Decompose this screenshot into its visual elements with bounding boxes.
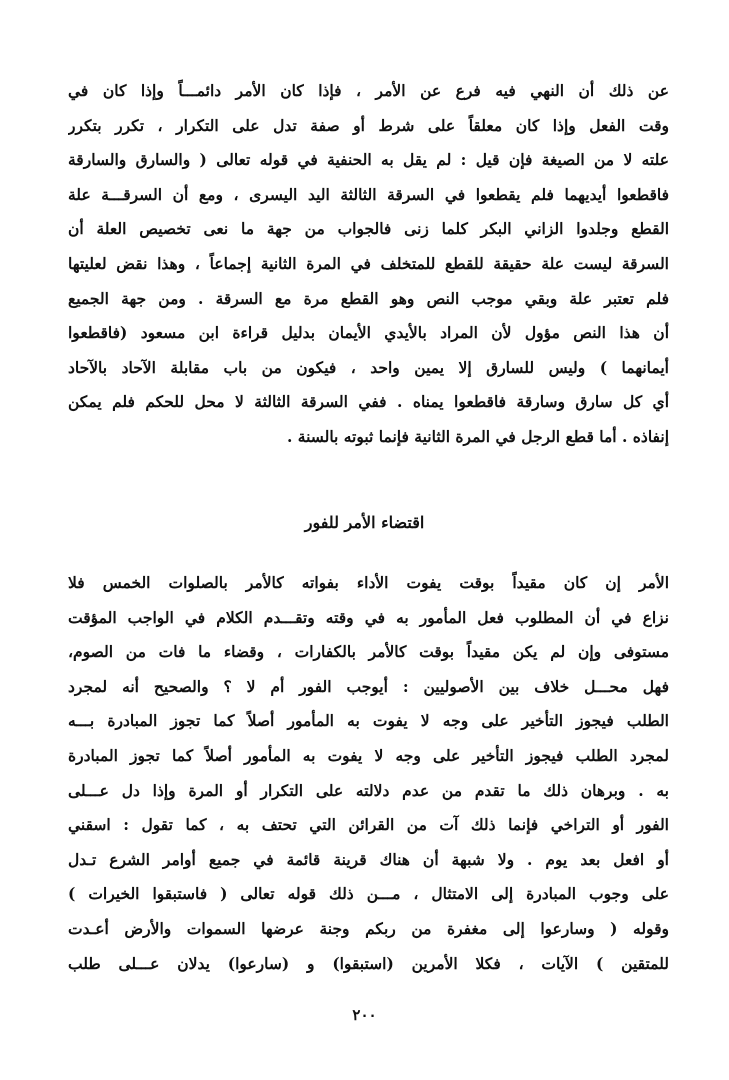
text-line: أن هذا النص مؤول لأن المراد بالأيدي الأيمان بدليل قراءة ابن مسعود (فاقطعوا <box>68 323 669 343</box>
text-line: لمجرد الطلب فيجوز التأخير على وجه لا يفوت به المأمور أصلاً كما تجوز المبادرة <box>68 745 669 765</box>
text-line: فلم تعتبر علة وبقي موجب النص وهو القطع مرة مع السرقة . ومن جهة الجميع <box>68 288 669 308</box>
text-line: علته لا من الصيغة فإن قيل : لم يقل به الحنفية في قوله تعالى ( والسارق والسارقة <box>68 150 669 170</box>
text-line: السرقة ليست علة حقيقة للقطع للمتخلف في المرة الثانية إجماعاً ، وهذا نقض لعليتها <box>68 253 669 273</box>
paragraph-1 <box>68 74 669 455</box>
section-heading: اقتضاء الأمر للفور <box>304 513 425 532</box>
text-line: الطلب فيجوز التأخير على وجه لا يفوت به المأمور أصلاً كما تجوز المبادرة بـــه <box>68 711 669 731</box>
text-line: عن ذلك أن النهي فيه فرع عن الأمر ، فإذا كان الأمر دائمـــاً وإذا كان في <box>68 81 669 100</box>
text-line: أيمانهما ) وليس للسارق إلا يمين واحد ، فيكون من باب مقابلة الآحاد بالآحاد <box>68 357 669 377</box>
text-line: القطع وجلدوا الزاني البكر كلما زنى فالجواب من جهة ما نعى تخصيص العلة أن <box>68 219 669 239</box>
text-line: الفور أو التراخي فإنما ذلك آت من القرائن التي تحتف به ، كما تقول : اسقني <box>68 815 669 835</box>
text-line: مستوفى وإن لم يكن مقيداً بوقت كالأمر بالكفارات ، وقضاء ما فات من الصوم، <box>68 642 669 662</box>
text-line: به . وبرهان ذلك ما تقدم من عدم دلالته على التكرار أو المرة وإذا دل عـــلى <box>68 780 669 800</box>
paragraph-2 <box>68 566 669 981</box>
text-line: الأمر إن كان مقيداً بوقت يفوت الأداء بفواته كالأمر بالصلوات الخمس فلا <box>68 573 669 592</box>
text-line: نزاع في أن المطلوب فعل المأمور به في وقته وتقـــدم الكلام في الواجب المؤقت <box>68 607 669 627</box>
text-line: وقوله ( وسارعوا إلى مغفرة من ربكم وجنة عرضها السموات والأرض أعـدت <box>68 918 669 938</box>
text-line: فاقطعوا أيديهما فلم يقطعوا في السرقة الثالثة اليد اليسرى ، ومع أن السرقـــة علة <box>68 184 669 204</box>
text-line: فهل محـــل خلاف بين الأصوليين : أيوجب الفور أم لا ؟ والصحيح أنه لمجرد <box>68 676 669 696</box>
text-line: على وجوب المبادرة إلى الامتثال ، مـــن ذلك قوله تعالى ( فاستبقوا الخيرات ) <box>68 884 669 904</box>
text-line: للمتقين ) الآيات ، فكلا الأمرين (استبقوا) و (سارعوا) يدلان عـــلى طلب <box>68 953 669 973</box>
page-number: ٢٠٠ <box>352 1006 377 1024</box>
text-line: إنفاذه . أما قطع الرجل في المرة الثانية فإنما ثبوته بالسنة . <box>286 426 669 446</box>
text-line: أو افعل بعد يوم . ولا شبهة أن هناك قرينة قائمة في جميع أوامر الشرع تـدل <box>68 849 669 869</box>
text-line: أي كل سارق وسارقة فاقطعوا يمناه . ففي السرقة الثالثة لا محل للحكم فلم يمكن <box>68 392 669 412</box>
text-line: وقت الفعل وإذا كان معلقاً على شرط أو صفة تدل على التكرار ، تكرر بتكرر <box>68 115 669 135</box>
